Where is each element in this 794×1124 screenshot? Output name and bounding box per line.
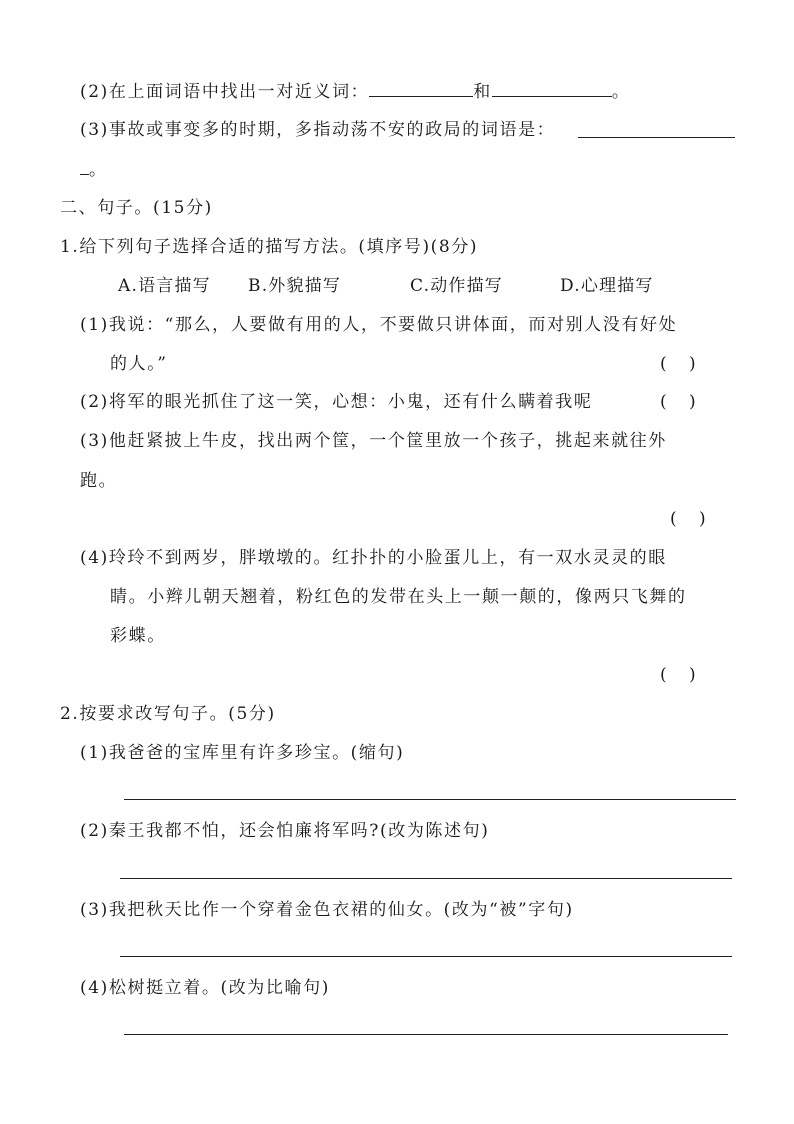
answer-paren[interactable]: ( ) (660, 354, 696, 374)
option-c: C.动作描写 (410, 276, 504, 296)
sentence-item-cont: 睛。小辫儿朝天翘着，粉红色的发带在头上一颠一颠的，像两只飞舞的 (110, 587, 687, 607)
sentence-item-cont: 的人。” (110, 354, 168, 374)
answer-paren[interactable]: ( ) (660, 665, 696, 685)
sentence-item: (3)他赶紧披上牛皮，找出两个筐，一个筐里放一个孩子，挑起来就往外 (80, 431, 667, 451)
option-a: A.语言描写 (118, 276, 211, 296)
answer-line[interactable] (120, 956, 732, 957)
answer-blank[interactable] (80, 158, 89, 175)
sentence-item-cont: 跑。 (80, 471, 118, 491)
question-text (80, 80, 631, 103)
question-prompt: (2)在上面词语中找出一对近义词： (80, 82, 370, 102)
answer-blank[interactable] (492, 80, 612, 97)
sentence-item: (1)我说：“那么，人要做有用的人，不要做只讲体面，而对别人没有好处 (80, 315, 678, 335)
answer-blank[interactable] (369, 80, 473, 97)
answer-blank[interactable] (578, 137, 735, 138)
sentence-item-cont: 彩蝶。 (110, 626, 166, 646)
question-prompt: (3)事故或事变多的时期，多指动荡不安的政局的词语是： (80, 120, 556, 140)
question-text-cont (80, 158, 108, 181)
sentence-item: (4)玲玲不到两岁，胖墩墩的。红扑扑的小脸蛋儿上，有一双水灵灵的眼 (80, 548, 667, 568)
end-punct: 。 (89, 160, 108, 180)
answer-line[interactable] (120, 878, 732, 879)
answer-paren[interactable]: ( ) (670, 509, 706, 529)
rewrite-item: (1)我爸爸的宝库里有许多珍宝。(缩句) (80, 743, 405, 763)
sentence-item: (2)将军的眼光抓住了这一笑，心想：小鬼，还有什么瞒着我呢 (80, 392, 593, 412)
end-punct: 。 (611, 82, 631, 102)
answer-line[interactable] (124, 799, 736, 800)
rewrite-item: (4)松树挺立着。(改为比喻句) (80, 978, 330, 998)
question-text (80, 119, 555, 141)
answer-paren[interactable]: ( ) (660, 392, 696, 412)
joiner-text: 和 (473, 82, 492, 102)
rewrite-item: (2)秦王我都不怕，还会怕廉将军吗?(改为陈述句) (80, 821, 490, 841)
rewrite-item: (3)我把秋天比作一个穿着金色衣裙的仙女。(改为“被”字句) (80, 900, 574, 920)
answer-line[interactable] (124, 1034, 728, 1035)
question-title: 2.按要求改写句子。(5分) (60, 704, 276, 724)
question-title: 1.给下列句子选择合适的描写方法。(填序号)(8分) (60, 237, 479, 257)
section-heading: 二、句子。(15分) (60, 198, 213, 218)
option-d: D.心理描写 (560, 276, 654, 296)
option-b: B.外貌描写 (248, 276, 342, 296)
